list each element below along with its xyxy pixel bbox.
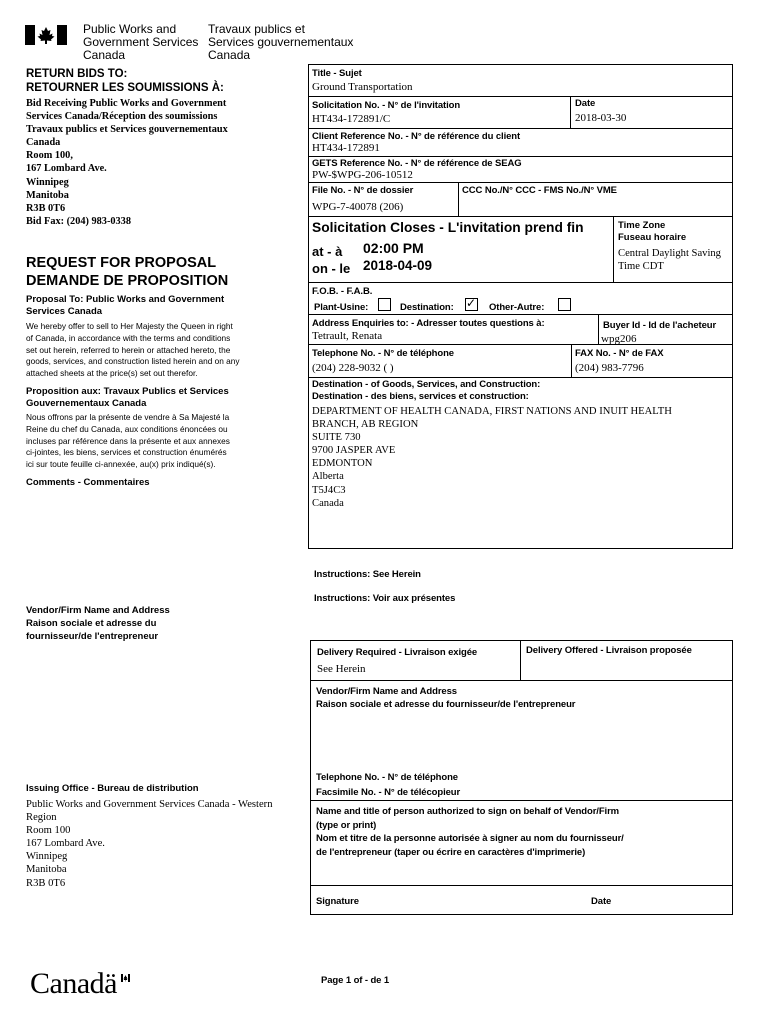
return-bids-title <box>26 67 224 95</box>
dest-label-line: Destination - des biens, services et construction: <box>312 391 529 402</box>
solicitation-value: HT434-172891/C <box>312 113 391 125</box>
offer-fr-line: ici sur toute feuille ci-annexée, au(x) prix indiqué(s). <box>26 459 216 470</box>
signer-label-line: de l'entrepreneur (taper ou écrire en caractères d'imprimerie) <box>316 846 586 858</box>
col-divider <box>613 216 614 282</box>
issuing-address-line: Room 100 <box>26 825 71 837</box>
file-label: File No. - N° de dossier <box>312 185 414 196</box>
other-checkbox[interactable] <box>558 298 571 311</box>
check-mark-icon: ✓ <box>466 296 477 310</box>
dest-address-line: SUITE 730 <box>312 432 361 444</box>
row-divider <box>308 282 733 283</box>
col-divider <box>570 96 571 128</box>
offer-fr-line: ci-jointes, les biens, services et construction énumérés <box>26 447 227 458</box>
other-label: Other-Autre: <box>489 302 545 313</box>
return-address-line: Services Canada/Réception des soumissions <box>26 111 218 123</box>
tz-label-line: Fuseau horaire <box>618 232 687 243</box>
time-zone-value <box>618 247 721 273</box>
fax-value: (204) 983-7796 <box>575 362 644 374</box>
dest-address-line: Canada <box>312 497 344 509</box>
org-name-en <box>83 23 198 62</box>
dest-address-line: Alberta <box>312 471 344 483</box>
issuing-address-line: Public Works and Government Services Canada - Western <box>26 799 273 810</box>
row-divider <box>308 216 733 217</box>
tz-label-line: Time Zone <box>618 220 666 231</box>
vendor-label-line: fournisseur/de l'entrepreneur <box>26 631 159 642</box>
org-fr-line-1: Travaux publics et <box>208 22 305 36</box>
issuing-address-line: R3B 0T6 <box>26 877 66 889</box>
row-divider <box>308 314 733 315</box>
file-value: WPG-7-40078 (206) <box>312 201 404 213</box>
destination-label: Destination: <box>400 302 454 313</box>
row-divider <box>310 680 733 681</box>
tz-value-line: Time CDT <box>618 261 664 272</box>
return-address-line: Room 100, <box>26 150 73 162</box>
offer-fr-line: incluses par référence dans la présente et aux annexes <box>26 435 230 446</box>
offer-en-line: set out herein, referred to herein or attached hereto, the <box>26 344 231 355</box>
offer-en-line: attached sheets at the price(s) set out therefor. <box>26 368 198 379</box>
issuing-address-line: Manitoba <box>26 864 67 876</box>
row-divider <box>308 344 733 345</box>
return-address-line: Travaux publics et Services gouvernementaux <box>26 124 228 136</box>
proposal-to-line: Services Canada <box>26 306 103 317</box>
col-divider <box>458 182 459 216</box>
solicitation-label: Solicitation No. - N° de l'invitation <box>312 100 461 111</box>
plant-checkbox[interactable] <box>378 298 391 311</box>
date-label: Date <box>575 98 596 109</box>
return-address-line: Manitoba <box>26 189 69 201</box>
delivery-required-label: Delivery Required - Livraison exigée <box>317 647 478 658</box>
canada-wordmark: Canadä <box>30 967 117 1000</box>
issuing-office-label: Issuing Office - Bureau de distribution <box>26 783 199 794</box>
return-address <box>26 97 228 228</box>
return-address-line: R3B 0T6 <box>26 202 66 214</box>
title-value: Ground Transportation <box>312 81 413 93</box>
return-title-en: RETURN BIDS TO: <box>26 68 128 80</box>
dest-address-line: EDMONTON <box>312 458 373 470</box>
signer-label <box>316 805 624 859</box>
row-divider <box>310 800 733 801</box>
offer-text-fr <box>26 412 230 471</box>
delivery-offered-label: Delivery Offered - Livraison proposée <box>526 645 692 656</box>
proposition-aux-line: Proposition aux: Travaux Publics et Services <box>26 386 229 397</box>
row-divider <box>308 182 733 183</box>
proposition-aux <box>26 386 229 410</box>
close-time-value: 02:00 PM <box>363 240 424 256</box>
title-label: Title - Sujet <box>312 68 362 79</box>
vendor-label-line: Raison sociale et adresse du <box>26 618 157 629</box>
row-divider <box>308 128 733 129</box>
org-fr-line-2: Services gouvernementaux <box>208 35 354 49</box>
page-number: Page 1 of - de 1 <box>321 975 390 986</box>
instructions-fr: Instructions: Voir aux présentes <box>314 593 456 604</box>
wordmark-flag-icon <box>121 969 130 977</box>
enquiries-value: Tetrault, Renata <box>312 330 383 342</box>
vendor-name-label-line: Raison sociale et adresse du fournisseur/de l'entrepreneur <box>316 699 576 710</box>
rfp-title <box>26 254 228 290</box>
return-title-fr: RETOURNER LES SOUMISSIONS À: <box>26 82 224 94</box>
instructions-en: Instructions: See Herein <box>314 569 421 580</box>
plant-label: Plant-Usine: <box>314 302 369 313</box>
on-label: on - le <box>312 261 351 276</box>
offer-en-line: We hereby offer to sell to Her Majesty the Queen in right <box>26 321 233 331</box>
row-divider <box>308 156 733 157</box>
client-ref-label: Client Reference No. - N° de référence du client <box>312 131 521 142</box>
return-address-line: 167 Lombard Ave. <box>26 163 107 175</box>
client-ref-value: HT434-172891 <box>312 142 380 154</box>
org-name-fr <box>208 23 353 62</box>
buyer-id-label: Buyer Id - Id de l'acheteur <box>603 320 717 331</box>
gets-value: PW-$WPG-206-10512 <box>312 169 413 181</box>
close-date-value: 2018-04-09 <box>363 258 433 273</box>
buyer-id-value: wpg206 <box>601 333 637 345</box>
signer-label-line: Nom et titre de la personne autorisée à signer au nom du fournisseur/ <box>316 833 624 844</box>
telephone-value: (204) 228-9032 ( ) <box>312 362 394 374</box>
rfp-title-en: REQUEST FOR PROPOSAL <box>26 255 217 271</box>
issuing-address-line: 167 Lombard Ave. <box>26 838 105 850</box>
flag-icon <box>25 25 67 45</box>
destination-checkbox[interactable] <box>465 298 478 311</box>
bid-fax-line: Bid Fax: (204) 983-0338 <box>26 215 131 227</box>
gets-label: GETS Reference No. - N° de référence de SEAG <box>312 158 522 169</box>
col-divider <box>520 640 521 680</box>
canada-flag-logo <box>25 25 67 45</box>
dest-address-line: DEPARTMENT OF HEALTH CANADA, FIRST NATIONS AND INUIT HEALTH <box>312 406 672 417</box>
signer-label-line: Name and title of person authorized to sign on behalf of Vendor/Firm <box>316 806 620 817</box>
ccc-label: CCC No./N° CCC - FMS No./N° VME <box>462 185 617 196</box>
signature-label: Signature <box>316 896 359 907</box>
row-divider <box>308 377 733 378</box>
closes-title: Solicitation Closes - L'invitation prend fin <box>312 220 584 235</box>
dest-address-line: 9700 JASPER AVE <box>312 445 396 457</box>
issuing-address-line: Region <box>26 812 57 824</box>
org-en-line-2: Government Services <box>83 35 199 49</box>
offer-en-line: of Canada, in accordance with the terms and conditions <box>26 332 231 343</box>
org-en-line-1: Public Works and <box>83 22 177 36</box>
offer-en-line: goods, services, and construction listed herein and on any <box>26 356 240 367</box>
destination-goods-label <box>312 379 540 403</box>
destination-address <box>312 405 672 510</box>
issuing-office-address <box>26 798 273 890</box>
proposition-aux-line: Gouvernementaux Canada <box>26 398 147 409</box>
row-divider <box>308 96 733 97</box>
return-address-line: Canada <box>26 137 61 149</box>
fax-label: FAX No. - N° de FAX <box>575 348 664 359</box>
delivery-required-value: See Herein <box>317 663 366 675</box>
org-fr-line-3: Canada <box>208 48 251 62</box>
dest-address-line: BRANCH, AB REGION <box>312 419 419 431</box>
mini-flag-icon <box>121 974 130 982</box>
vendor-facsimile-label: Facsimile No. - N° de télécopieur <box>316 787 461 798</box>
signature-date-label: Date <box>591 896 612 907</box>
dest-address-line: T5J4C3 <box>312 484 346 496</box>
fob-label: F.O.B. - F.A.B. <box>312 286 373 297</box>
date-value: 2018-03-30 <box>575 112 627 124</box>
vendor-phone-label: Telephone No. - N° de téléphone <box>316 772 458 783</box>
proposal-to-line: Proposal To: Public Works and Government <box>26 294 225 305</box>
offer-fr-line: Nous offrons par la présente de vendre à Sa Majesté la <box>26 412 230 422</box>
tz-value-line: Central Daylight Saving <box>618 248 721 259</box>
comments-label: Comments - Commentaires <box>26 477 150 488</box>
col-divider <box>571 344 572 377</box>
vendor-name-label-line: Vendor/Firm Name and Address <box>316 686 457 697</box>
vendor-label-left <box>26 604 170 643</box>
vendor-label-line: Vendor/Firm Name and Address <box>26 605 170 616</box>
org-en-line-3: Canada <box>83 48 126 62</box>
rfp-title-fr: DEMANDE DE PROPOSITION <box>26 273 229 289</box>
enquiries-label: Address Enquiries to: - Adresser toutes questions à: <box>312 318 545 329</box>
at-label: at - à <box>312 244 343 259</box>
row-divider <box>310 885 733 886</box>
dest-label-line: Destination - of Goods, Services, and Construction: <box>312 379 541 390</box>
vendor-name-label <box>316 685 575 711</box>
time-zone-label <box>618 220 686 244</box>
proposal-to <box>26 294 224 318</box>
offer-fr-line: Reine du chef du Canada, aux conditions énoncées ou <box>26 423 228 434</box>
offer-text-en <box>26 321 240 380</box>
telephone-label: Telephone No. - N° de téléphone <box>312 348 454 359</box>
issuing-address-line: Winnipeg <box>26 851 68 863</box>
signer-label-line: (type or print) <box>316 819 377 831</box>
return-address-line: Winnipeg <box>26 176 69 188</box>
col-divider <box>598 314 599 344</box>
return-address-line: Bid Receiving Public Works and Government <box>26 98 227 109</box>
